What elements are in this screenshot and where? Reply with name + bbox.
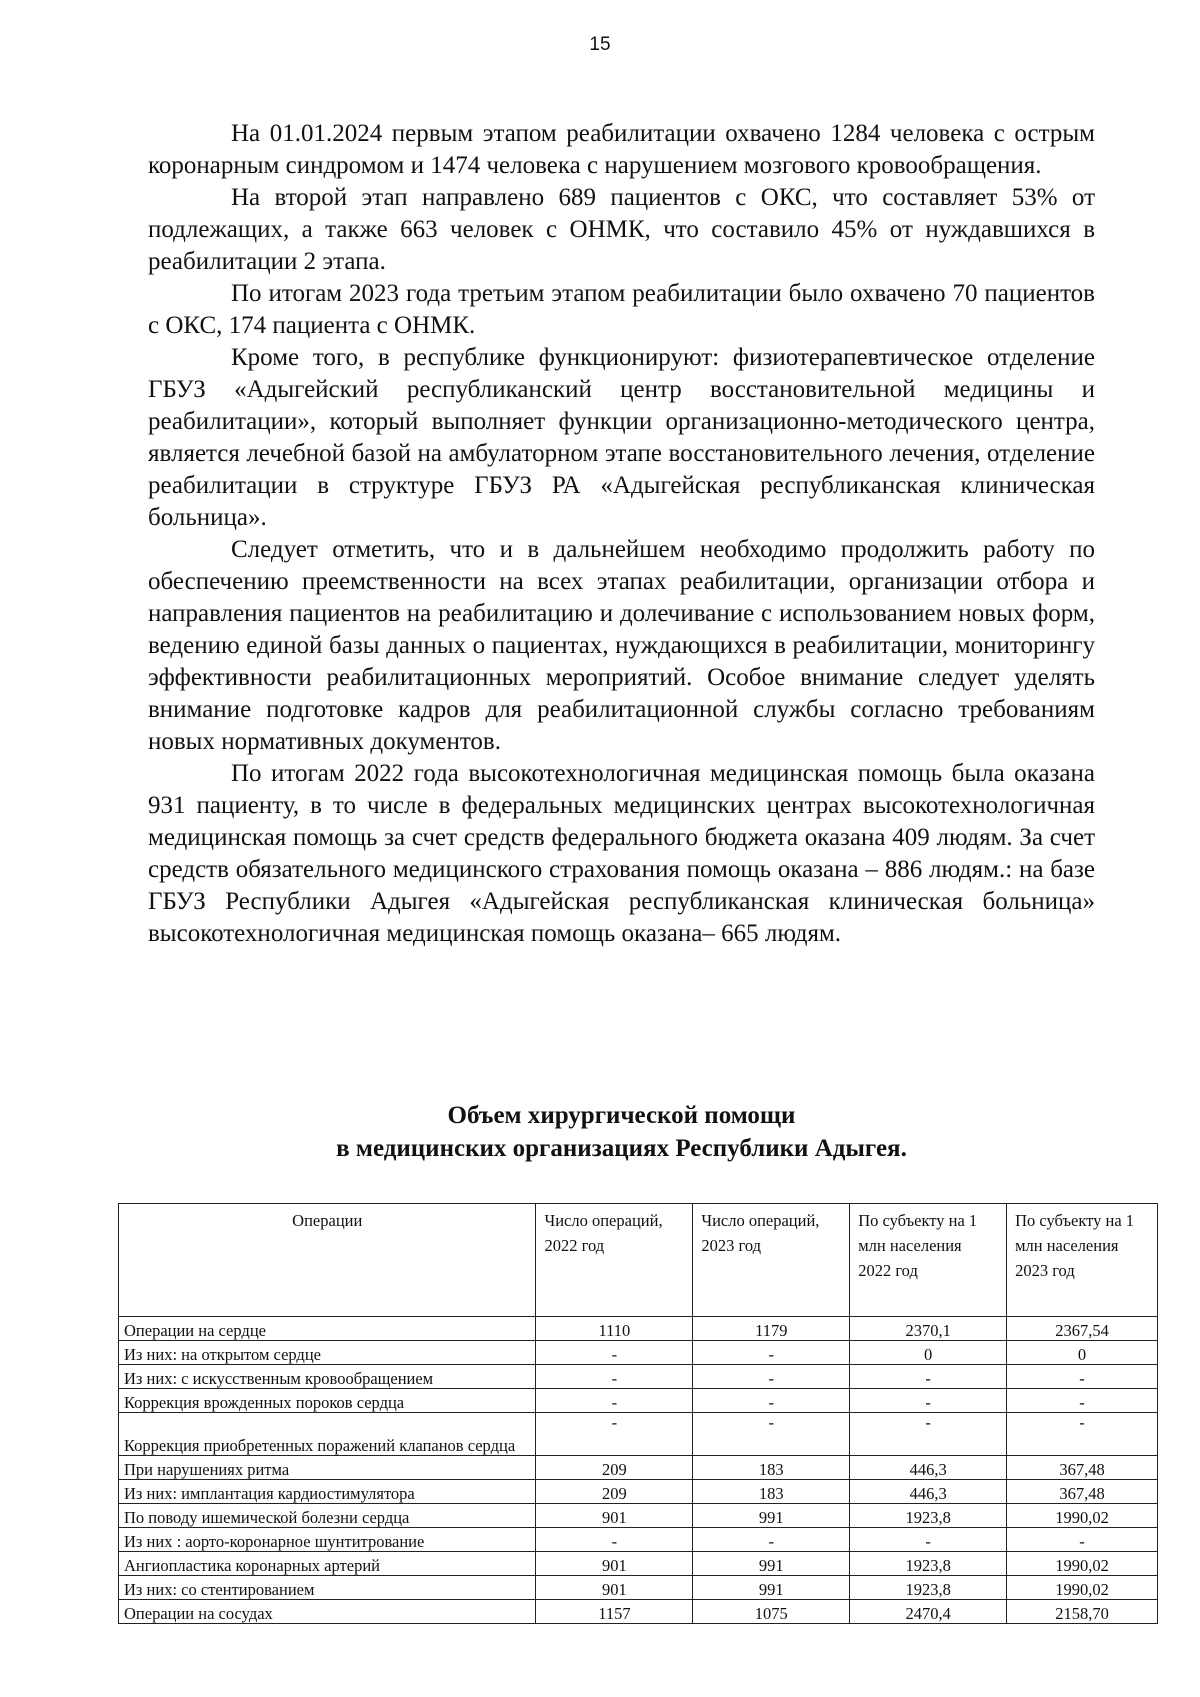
table-row: [119, 1576, 1158, 1600]
row-label: Из них: на открытом сердце: [119, 1341, 536, 1365]
body-text: [148, 118, 1095, 950]
table-cell: -: [1007, 1389, 1158, 1413]
table-cell: -: [850, 1365, 1007, 1389]
table-cell: 901: [536, 1552, 693, 1576]
table-row: [119, 1456, 1158, 1480]
column-header: Число операций, 2022 год: [536, 1204, 693, 1317]
table-cell: -: [693, 1413, 850, 1456]
table-cell: 1923,8: [850, 1504, 1007, 1528]
table-cell: 446,3: [850, 1480, 1007, 1504]
row-label: Из них : аорто-коронарное шунтитрование: [119, 1528, 536, 1552]
table-row: [119, 1389, 1158, 1413]
paragraph: Кроме того, в республике функционируют: физиотерапевтическое отделение ГБУЗ «Адыгейский республиканский центр восстановительной медицины и реабилитации», который выполняет функции организационно-методического центра, является лечебной базой на амбулаторном этапе восстановительного лечения, отделение реабилитации в структуре ГБУЗ РА «Адыгейская республиканская клиническая больница».: [148, 344, 1095, 531]
row-label: При нарушениях ритма: [119, 1456, 536, 1480]
table-cell: 2158,70: [1007, 1600, 1158, 1624]
table-cell: 209: [536, 1480, 693, 1504]
table-row: [119, 1528, 1158, 1552]
table-row: [119, 1341, 1158, 1365]
table-cell: 2470,4: [850, 1600, 1007, 1624]
row-label: По поводу ишемической болезни сердца: [119, 1504, 536, 1528]
row-label: Из них: со стентированием: [119, 1576, 536, 1600]
table-row: [119, 1365, 1158, 1389]
paragraph: Следует отметить, что и в дальнейшем необходимо продолжить работу по обеспечению преемственности на всех этапах реабилитации, организации отбора и направления пациентов на реабилитацию и долечивание с использованием новых форм, ведению единой базы данных о пациентах, нуждающихся в реабилитации, мониторингу эффективности реабилитационных мероприятий. Особое внимание следует уделять внимание подготовке кадров для реабилитационной службы согласно требованиям новых нормативных документов.: [148, 536, 1095, 755]
paragraph: На 01.01.2024 первым этапом реабилитации охвачено 1284 человека с острым коронарным синдромом и 1474 человека с нарушением мозгового кровообращения.: [148, 120, 1095, 179]
table-cell: 1110: [536, 1317, 693, 1341]
table-cell: 367,48: [1007, 1480, 1158, 1504]
row-label: Из них: с искусственным кровообращением: [119, 1365, 536, 1389]
row-label: Коррекция приобретенных поражений клапанов сердца: [119, 1413, 536, 1456]
table-cell: 1157: [536, 1600, 693, 1624]
table-cell: 901: [536, 1504, 693, 1528]
table-cell: 209: [536, 1456, 693, 1480]
table-cell: -: [693, 1528, 850, 1552]
table-cell: -: [693, 1389, 850, 1413]
row-label: Операции на сосудах: [119, 1600, 536, 1624]
table-cell: 1923,8: [850, 1552, 1007, 1576]
table-row: [119, 1480, 1158, 1504]
column-header: По субъекту на 1 млн населения 2023 год: [1007, 1204, 1158, 1317]
table-cell: -: [536, 1528, 693, 1552]
table-cell: -: [1007, 1528, 1158, 1552]
row-label: Ангиопластика коронарных артерий: [119, 1552, 536, 1576]
page-number: 15: [589, 34, 611, 55]
table-row: [119, 1317, 1158, 1341]
table-cell: 0: [1007, 1341, 1158, 1365]
table-header-row: [119, 1204, 1158, 1317]
table-row: [119, 1504, 1158, 1528]
column-header: Операции: [119, 1204, 536, 1317]
table-row: [119, 1413, 1158, 1456]
table-cell: -: [1007, 1413, 1158, 1456]
column-header: По субъекту на 1 млн населения 2022 год: [850, 1204, 1007, 1317]
table-cell: 2370,1: [850, 1317, 1007, 1341]
table-cell: 1990,02: [1007, 1576, 1158, 1600]
table-row: [119, 1552, 1158, 1576]
table-cell: -: [850, 1389, 1007, 1413]
table-cell: 991: [693, 1576, 850, 1600]
table-row: [119, 1600, 1158, 1624]
column-header: Число операций, 2023 год: [693, 1204, 850, 1317]
table-cell: 1075: [693, 1600, 850, 1624]
paragraph: По итогам 2022 года высокотехнологичная медицинская помощь была оказана 931 пациенту, в то числе в федеральных медицинских центрах высокотехнологичная медицинская помощь за счет средств федерального бюджета оказана 409 людям. За счет средств обязательного медицинского страхования помощь оказана – 886 людям.: на базе ГБУЗ Республики Адыгея «Адыгейская республиканская клиническая больница» высокотехнологичная медицинская помощь оказана– 665 людям.: [148, 760, 1095, 947]
paragraph: На второй этап направлено 689 пациентов с ОКС, что составляет 53% от подлежащих, а также 663 человек с ОНМК, что составило 45% от нуждавшихся в реабилитации 2 этапа.: [148, 184, 1095, 275]
table-cell: -: [536, 1413, 693, 1456]
row-label: Из них: имплантация кардиостимулятора: [119, 1480, 536, 1504]
table-cell: 183: [693, 1480, 850, 1504]
row-label: Операции на сердце: [119, 1317, 536, 1341]
table-title-line: Объем хирургической помощи: [447, 1102, 796, 1129]
table-cell: 991: [693, 1504, 850, 1528]
table-cell: -: [1007, 1365, 1158, 1389]
table-cell: -: [536, 1365, 693, 1389]
table-cell: 183: [693, 1456, 850, 1480]
row-label: Коррекция врожденных пороков сердца: [119, 1389, 536, 1413]
table-cell: 2367,54: [1007, 1317, 1158, 1341]
table-cell: 1990,02: [1007, 1552, 1158, 1576]
table-cell: -: [693, 1365, 850, 1389]
paragraph: По итогам 2023 года третьим этапом реабилитации было охвачено 70 пациентов с ОКС, 174 пациента с ОНМК.: [148, 280, 1095, 339]
table-title: [148, 1099, 1095, 1165]
table-cell: 991: [693, 1552, 850, 1576]
operations-table: [118, 1203, 1158, 1624]
table-cell: 367,48: [1007, 1456, 1158, 1480]
table-cell: -: [536, 1389, 693, 1413]
table-cell: 0: [850, 1341, 1007, 1365]
table-cell: 446,3: [850, 1456, 1007, 1480]
table-cell: -: [850, 1528, 1007, 1552]
table-cell: 1179: [693, 1317, 850, 1341]
table-cell: 1923,8: [850, 1576, 1007, 1600]
table-title-line: в медицинских организациях Республики Адыгея.: [336, 1135, 907, 1162]
table-cell: -: [536, 1341, 693, 1365]
table-cell: 901: [536, 1576, 693, 1600]
table-cell: 1990,02: [1007, 1504, 1158, 1528]
table-cell: -: [850, 1413, 1007, 1456]
table-cell: -: [693, 1341, 850, 1365]
